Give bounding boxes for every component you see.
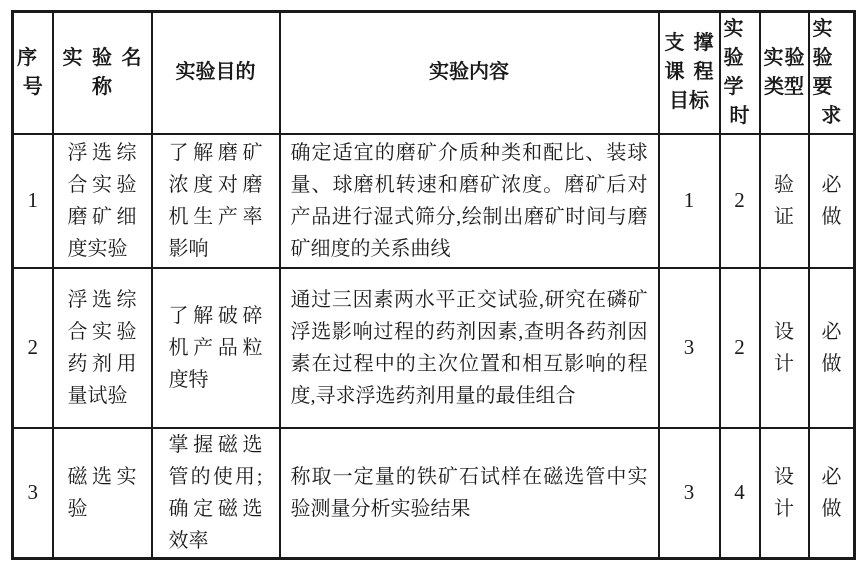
- cell-no: 2: [13, 268, 53, 428]
- header-content: 实验内容: [280, 12, 659, 134]
- experiment-table: [11, 10, 856, 560]
- cell-purpose: 掌握磁选管的使用;确定磁选效率: [152, 428, 280, 559]
- cell-hours: 4: [720, 428, 760, 559]
- header-type: 实验类型: [760, 12, 809, 134]
- table-row: [13, 428, 855, 559]
- table-row: [13, 268, 855, 428]
- cell-hours: 2: [720, 268, 760, 428]
- cell-goal: 1: [659, 134, 720, 268]
- cell-hours: 2: [720, 134, 760, 268]
- header-hours: 实验学时: [720, 12, 760, 134]
- header-name: 实验名称: [53, 12, 152, 134]
- header-goal: 支撑课程目标: [659, 12, 720, 134]
- cell-no: 3: [13, 428, 53, 559]
- table-row: [13, 134, 855, 268]
- cell-requirement: 必做: [809, 428, 855, 559]
- cell-content: 通过三因素两水平正交试验,研究在磷矿浮选影响过程的药剂因素,查明各药剂因素在过程中的主次位置和相互影响的程度,寻求浮选药剂用量的最佳组合: [280, 268, 659, 428]
- cell-type: 设计: [760, 268, 809, 428]
- cell-goal: 3: [659, 268, 720, 428]
- cell-goal: 3: [659, 428, 720, 559]
- table-header-row: [13, 12, 855, 134]
- cell-purpose: 了解磨矿浓度对磨机生产率影响: [152, 134, 280, 268]
- cell-name: 浮选综合实验磨矿细度实验: [53, 134, 152, 268]
- cell-no: 1: [13, 134, 53, 268]
- header-purpose: 实验目的: [152, 12, 280, 134]
- header-no: 序号: [13, 12, 53, 134]
- cell-purpose: 了解破碎机产品粒度特: [152, 268, 280, 428]
- cell-content: 确定适宜的磨矿介质种类和配比、装球量、球磨机转速和磨矿浓度。磨矿后对产品进行湿式筛分,绘制出磨矿时间与磨矿细度的关系曲线: [280, 134, 659, 268]
- cell-type: 验证: [760, 134, 809, 268]
- header-requirement: 实验要求: [809, 12, 855, 134]
- cell-requirement: 必做: [809, 268, 855, 428]
- cell-content: 称取一定量的铁矿石试样在磁选管中实验测量分析实验结果: [280, 428, 659, 559]
- cell-type: 设计: [760, 428, 809, 559]
- cell-name: 磁选实验: [53, 428, 152, 559]
- cell-requirement: 必做: [809, 134, 855, 268]
- cell-name: 浮选综合实验药剂用量试验: [53, 268, 152, 428]
